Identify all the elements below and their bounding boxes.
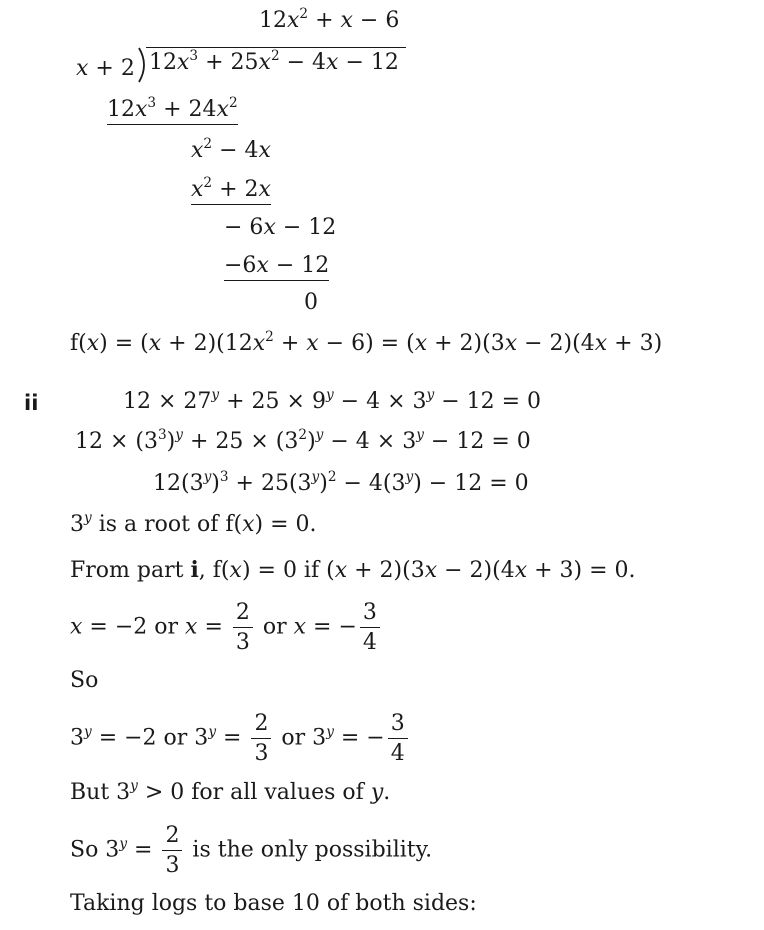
logs-statement: Taking logs to base 10 of both sides: [70,891,477,916]
division-remainder: 0 [304,290,318,315]
quotient: $12x^2 + x - 6$ [259,6,400,33]
division-step-1: $12x^3 + 24x^2$ [107,99,238,125]
equation-2: $12 \times (3^3)^y + 25 \times (3^2)^y - 4 \times 3^y - 12 = 0$ [75,427,531,454]
fraction-two-thirds: $\frac{2}{3}$ [251,712,271,765]
positivity-statement: But $3^y > 0$ for all values of y. [70,778,391,805]
equation-1: $12 \times 27^y + 25 \times 9^y - 4 \times 3^y - 12 = 0$ [123,387,542,414]
from-part-statement: From part i, f(x) = 0 if (x + 2)(3x − 2)(4x + 3) = 0. [70,557,636,583]
division-step-3: $x^2 + 2x$ [191,179,271,205]
so-label: So [70,668,99,693]
division-step-4: − 6x − 12 [224,215,337,240]
equation-3: $12(3^y)^3 + 25(3^y)^2 - 4(3^y) - 12 = 0$ [153,469,529,496]
fraction-three-quarters: $\frac{3}{4}$ [360,601,380,654]
x-solutions: x = −2 or x = $\frac{2}{3}$ or x = − $\frac{3}{4}$ [70,601,383,654]
divisor: x + 2 [76,56,135,81]
dividend: $12x^3 + 25x^2 - 4x - 12$ [146,47,406,74]
fraction-two-thirds: $\frac{2}{3}$ [233,601,253,654]
fraction-three-quarters: $\frac{3}{4}$ [388,712,408,765]
part-ii-label: ii [24,391,39,415]
division-step-2: $x^2 - 4x$ [191,136,271,163]
only-possibility-statement: So $3^y$ = $\frac{2}{3}$ is the only possibility. [70,823,433,879]
factorisation-line: $f(x) = (x + 2)(12x^2 + x - 6) = (x + 2)(3x - 2)(4x + 3)$ [70,329,663,356]
division-step-5: −6x − 12 [224,255,329,281]
fraction-two-thirds: $\frac{2}{3}$ [162,824,182,877]
y-solutions: $3^y = -2$ or $3^y$ = $\frac{2}{3}$ or $3^y$ = − $\frac{3}{4}$ [70,712,411,765]
root-statement: 3$^y$ is a root of f(x) = 0. [70,510,317,537]
